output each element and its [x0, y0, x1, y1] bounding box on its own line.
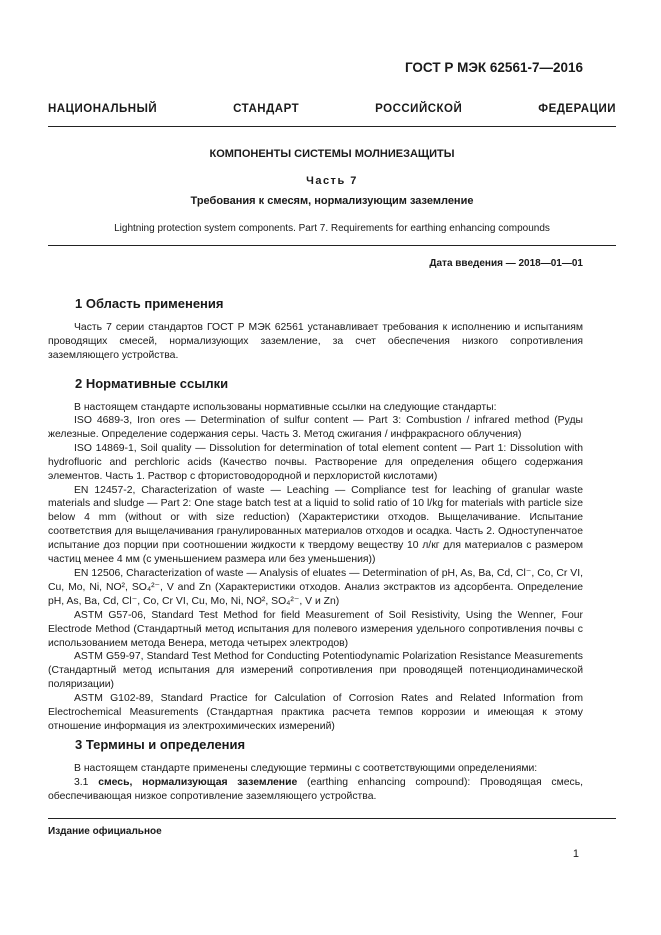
section-1-heading: 1 Область применения — [75, 296, 224, 311]
section-2-heading: 2 Нормативные ссылки — [75, 376, 229, 391]
english-title: Lightning protection system components. Part 7. Requirements for earthing enhancing compounds — [114, 223, 550, 234]
document-subtitle: Требования к смесям, нормализующим заземление — [190, 195, 474, 207]
term-number: 3.1 — [74, 777, 89, 788]
page-number: 1 — [572, 848, 579, 860]
term-text: (earthing enhancing compound): Проводящая смесь, обеспечивающая низкое сопротивление заземляющего устройства. — [48, 777, 584, 802]
document-title: КОМПОНЕНТЫ СИСТЕМЫ МОЛНИЕЗАЩИТЫ — [209, 148, 455, 160]
edition-label: Издание официальное — [48, 826, 162, 837]
reference-item: ISO 4689-3, Iron ores — Determination of sulfur content — Part 3: Combustion / infrared method (Руды железные. Определение содержания серы. Часть 3. Метод сжигания / инфракрасного облучения) — [48, 415, 583, 440]
title-rule — [48, 245, 616, 246]
introduction-date: Дата введения — 2018—01—01 — [429, 258, 583, 269]
section-3-intro: В настоящем стандарте применены следующие термины с соответствующими определениями: — [74, 763, 538, 774]
references-list — [48, 414, 583, 734]
document-code: ГОСТ Р МЭК 62561-7—2016 — [404, 60, 583, 75]
national-standard-label: НАЦИОНАЛЬНЫЙ СТАНДАРТ РОССИЙСКОЙ ФЕДЕРАЦИИ — [48, 103, 616, 115]
reference-item: EN 12457-2, Characterization of waste — Leaching — Compliance test for leaching of granular waste materials and sludge — Part 2: One stage batch test at a liquid to solid ratio of 10 l/kg for materials with particle size below 4 mm (without or with size reduction) (Характеристики отходов. Выщелачивание. Испытание соответствия для выщелачивания гранулированных материалов отходов и осадка. Часть 2. Одноступенчатое испытание доз порции при соотношении жидкости к твердому веществу 10 л/кг для материалов с размером частиц менее 4 мм (с уменьшением размера или без уменьшения)) — [48, 484, 583, 566]
reference-item: ISO 14869-1, Soil quality — Dissolution for determination of total element content — Part 1: Dissolution with hydrofluoric and perchloric acids (Качество почвы. Растворение для определения общего содержания элементов. Часть 1. Раствор с фтористоводородной и перхлористой кислотами) — [48, 442, 583, 482]
reference-item: ASTM G102-89, Standard Practice for Calculation of Corrosion Rates and Related Information from Electrochemical Measurements (Стандартная практика расчета темпов коррозии и имеющая к этому отношение информация из электрохимических измерений) — [48, 693, 583, 732]
reference-item: ASTM G57-06, Standard Test Method for field Measurement of Soil Resistivity, Using the Wenner, Four Electrode Method (Стандартный метод испытания для полевого измерения удельного сопротивления почвы с использованием метода Венера, метода четырех электродов) — [48, 609, 583, 649]
reference-item: EN 12506, Characterization of waste — Analysis of eluates — Determination of pH, As, Ba, Cd, Cl⁻, Co, Cr VI, Cu, Mo, Ni, NO², SO₄²⁻, V and Zn (Характеристики отходов. Анализ экстрактов из адсорбента. Определение pH, As, Ba, Cd, Cl⁻, Co, Cr VI, Cu, Mo, Ni, NO², SO₄²⁻, V и Zn) — [48, 567, 583, 607]
section-2-intro: В настоящем стандарте использованы нормативные ссылки на следующие стандарты: — [74, 402, 497, 413]
top-rule — [48, 126, 616, 127]
reference-item: ASTM G59-97, Standard Test Method for Conducting Potentiodynamic Polarization Resistance Measurements (Стандартный метод испытания для измерений сопротивления при проводящей потенциодинамической поляризации) — [48, 651, 583, 691]
section-1-text: Часть 7 серии стандартов ГОСТ Р МЭК 62561 устанавливает требования к исполнению и испытаниям проводящих смесей, нормализующих заземление, за счет обеспечения низкого сопротивления заземляющего устройства. — [48, 322, 583, 361]
term-definition — [48, 776, 583, 804]
part-label: Часть 7 — [306, 175, 358, 187]
footer-rule — [48, 818, 616, 819]
term-name: смесь, нормализующая заземление — [98, 777, 298, 788]
section-3-heading: 3 Термины и определения — [75, 737, 246, 752]
